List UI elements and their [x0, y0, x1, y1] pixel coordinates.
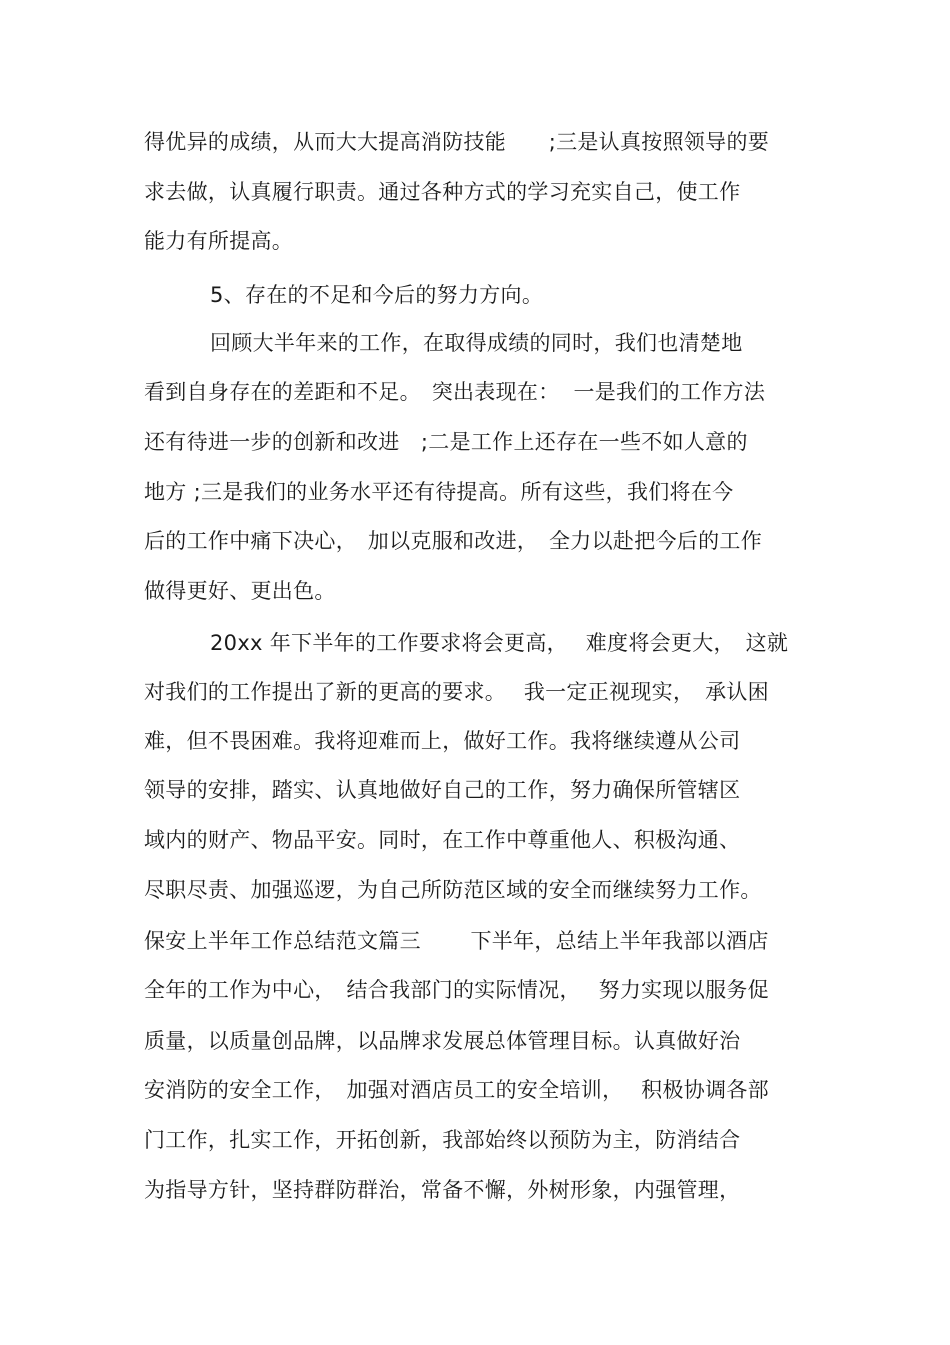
text-line: 还有待进一步的创新和改进 ;二是工作上还存在一些不如人意的: [144, 430, 748, 454]
text-line: 门工作，扎实工作，开拓创新，我部始终以预防为主，防消结合: [144, 1128, 741, 1152]
text-line: 看到自身存在的差距和不足。 突出表现在： 一是我们的工作方法: [144, 380, 766, 404]
text-line: 全年的工作为中心， 结合我部门的实际情况， 努力实现以服务促: [144, 978, 769, 1002]
text-line: 20xx 年下半年的工作要求将会更高， 难度将会更大， 这就: [210, 631, 789, 655]
text-line: 后的工作中痛下决心， 加以克服和改进， 全力以赴把今后的工作: [144, 529, 762, 553]
text-line: 地方 ;三是我们的业务水平还有待提高。所有这些，我们将在今: [144, 480, 734, 504]
text-line: 为指导方针，坚持群防群治，常备不懈，外树形象，内强管理，: [144, 1178, 741, 1202]
text-line: 保安上半年工作总结范文篇三 下半年，总结上半年我部以酒店: [144, 929, 769, 953]
text-line: 质量，以质量创品牌，以品牌求发展总体管理目标。认真做好治: [144, 1029, 741, 1053]
text-line: 求去做，认真履行职责。通过各种方式的学习充实自己，使工作: [144, 180, 741, 204]
text-line: 领导的安排，踏实、认真地做好自己的工作，努力确保所管辖区: [144, 778, 741, 802]
text-line: 域内的财产、物品平安。同时，在工作中尊重他人、积极沟通、: [144, 828, 741, 852]
section-heading: 5、存在的不足和今后的努力方向。: [210, 283, 544, 307]
text-line: 难，但不畏困难。我将迎难而上，做好工作。我将继续遵从公司: [144, 729, 741, 753]
text-line: 得优异的成绩，从而大大提高消防技能 ;三是认真按照领导的要: [144, 130, 770, 154]
text-line: 回顾大半年来的工作，在取得成绩的同时，我们也清楚地: [210, 331, 743, 355]
text-line: 尽职尽责、加强巡逻，为自己所防范区域的安全而继续努力工作。: [144, 878, 762, 902]
text-line: 对我们的工作提出了新的更高的要求。 我一定正视现实， 承认困: [144, 680, 769, 704]
text-line: 安消防的安全工作， 加强对酒店员工的安全培训， 积极协调各部: [144, 1078, 769, 1102]
text-line: 做得更好、更出色。: [144, 579, 336, 603]
text-line: 能力有所提高。: [144, 229, 294, 253]
